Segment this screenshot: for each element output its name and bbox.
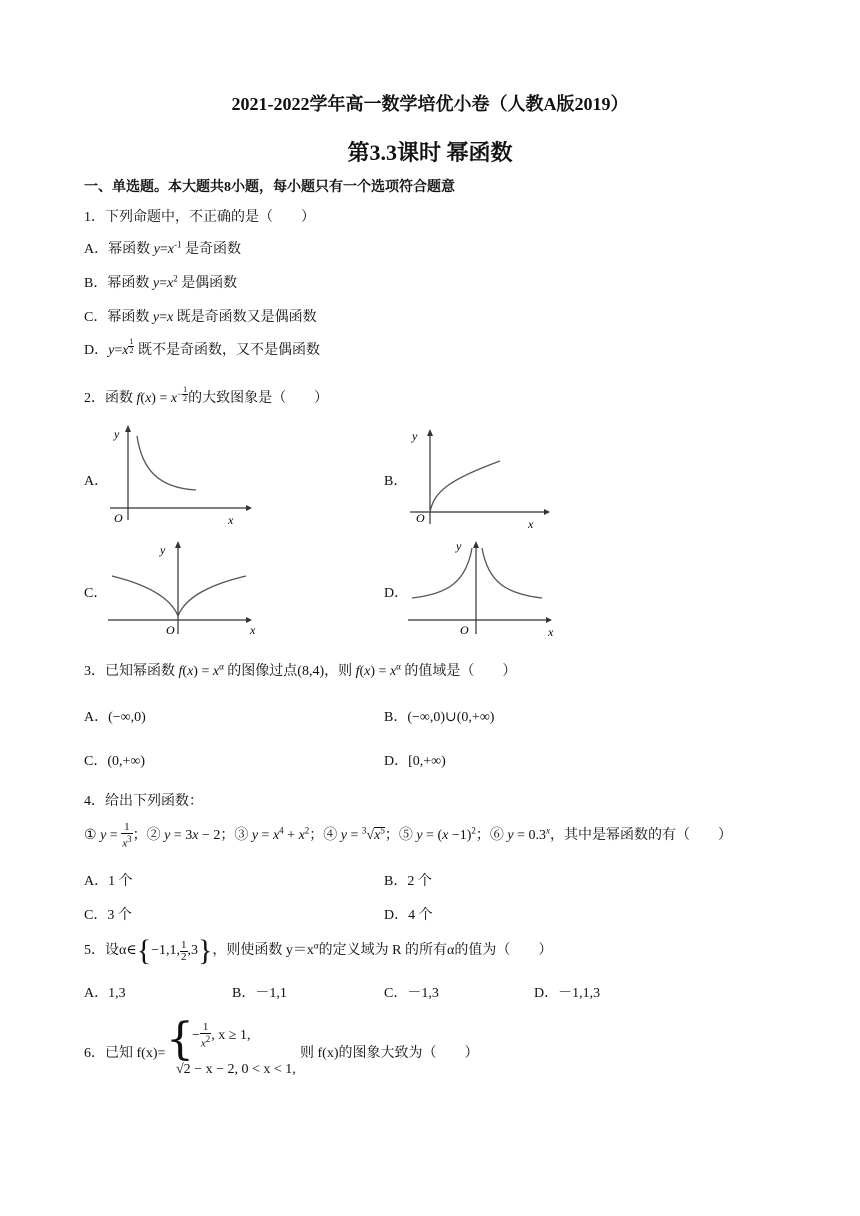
q4-functions: ① y = $\frac{1}{x^3}$ ；② y = 3x − 2；③ $y = x^4 + x^2$；④ $y = ^3√x^5$；⑤ $y = (x -1)^2$；⑥ $y = 0.3^x$，其中是幂函数的有（ ） (84, 821, 733, 850)
q1-option-b: B．幂函数 $y=x^2$ 是偶函数 (84, 273, 238, 291)
q2-graph-d (404, 536, 564, 646)
q4-tail: ，其中是幂函数的有（ ） (550, 828, 733, 844)
q2-option-a-label: A． (84, 474, 109, 489)
q2-c-y-label: y (160, 543, 166, 557)
q2-graph-b (404, 424, 554, 534)
q4-option-d: D．4 个 (384, 908, 433, 923)
q6-case1-cond: , x ≥ 1, (211, 1028, 251, 1044)
q2-option-c-label: C． (84, 586, 108, 601)
q1-stem: 1．下列命题中，不正确的是（ ） (84, 210, 315, 225)
q5-option-a: A．1,3 (84, 986, 126, 1001)
q2-b-origin: O (416, 511, 425, 525)
paper-title: 2021-2022学年高一数学培优小卷（人教A版2019） (231, 94, 629, 114)
q2-stem: 2．函数 $f(x) = x^{- \frac{1}{2}}$ 的大致图象是（ ） (84, 385, 329, 407)
q3-option-d: D．[0,+∞) (384, 754, 446, 769)
q1-b-tail: 是偶函数 (177, 276, 238, 291)
q1-option-d: D．y=x $^{\frac{1}{2}}$ 既不是奇函数，又不是偶函数 (84, 337, 320, 359)
q5-option-c: C．－1,3 (384, 986, 439, 1001)
section-heading: 一、单选题。本大题共8小题，每小题只有一个选项符合题意 (84, 180, 455, 195)
q3-stem: 3．已知幂函数 $f(x) = x^\alpha$ 的图像过点(8,4)，则 $f(x) = x^\alpha$ 的值域是（ ） (84, 661, 517, 679)
q1-a-label: A．幂函数 (84, 242, 154, 257)
q4-option-a: A．1 个 (84, 874, 133, 889)
q2-tail: 的大致图象是（ ） (188, 391, 329, 407)
q6-case-2: √2 − x − 2, 0 < x < 1, (176, 1062, 296, 1077)
q2-graph-c (104, 536, 264, 646)
q3-option-a: A．(−∞,0) (84, 710, 146, 725)
q2-option-b-label: B． (384, 474, 408, 489)
q2-d-origin: O (460, 623, 469, 637)
q1-a-tail: 是奇函数 (181, 242, 241, 257)
q4-option-c: C．3 个 (84, 908, 132, 923)
q1-c-label: C．幂函数 (84, 310, 153, 325)
q6-num: 6．已知 f(x)= (84, 1046, 166, 1061)
q2-b-x-label: x (528, 517, 534, 531)
q2-graph-a (104, 420, 254, 530)
q5-set: −1,1, (151, 943, 181, 959)
q2-a-origin: O (114, 511, 123, 525)
q5-tail: ，则使函数 y＝x (212, 943, 314, 959)
q2-num: 2．函数 (84, 391, 133, 407)
q2-b-y-label: y (412, 429, 418, 443)
q1-c-tail: 既是奇函数又是偶函数 (173, 310, 317, 325)
q3-point: (8,4) (297, 664, 325, 679)
q5-stem: 5．设α∈{−1,1, $\frac{1}{2}$ ,3}，则使函数 $y=x^\alpha$的定义域为 R 的所有α的值为（ ） (84, 934, 553, 967)
q1-option-a: A．幂函数 $y=x^{-1}$ 是奇函数 (84, 239, 241, 257)
q1-b-label: B．幂函数 (84, 276, 153, 291)
q1-d-label: D． (84, 343, 109, 359)
q2-c-x-label: x (250, 623, 256, 637)
q5-set2: ,3 (187, 943, 199, 959)
q2-d-y-label: y (456, 539, 462, 553)
q5-tail2: 的定义域为 R 的所有α的值为（ ） (318, 943, 553, 959)
q2-c-origin: O (166, 623, 175, 637)
q4-stem: 4．给出下列函数： (84, 794, 203, 809)
q1-option-c: C．幂函数 y=x 既是奇函数又是偶函数 (84, 310, 317, 325)
q6-brace: { (166, 1014, 194, 1065)
q2-option-d-label: D． (384, 586, 409, 601)
q6-case-1: − $\frac{1}{x^2}$ , x ≥ 1, (192, 1021, 251, 1050)
q1-d-tail: 既不是奇函数，又不是偶函数 (134, 343, 320, 359)
q3-option-b: B．(−∞,0)∪(0,+∞) (384, 710, 495, 725)
q3-tail: 的值域是（ ） (400, 664, 517, 679)
q2-a-x-label: x (228, 513, 234, 527)
q5-option-b: B．－1,1 (232, 986, 287, 1001)
q6-tail: 则 f(x)的图象大致为（ ） (300, 1046, 479, 1061)
q3-num: 3．已知幂函数 (84, 664, 179, 679)
q5-num: 5．设α∈ (84, 943, 137, 959)
q3-option-c: C．(0,+∞) (84, 754, 146, 769)
q2-d-x-label: x (548, 625, 554, 639)
q3-mid: 的图像过点 (223, 664, 298, 679)
q2-a-y-label: y (114, 427, 120, 441)
q3-comma: ，则 (324, 664, 356, 679)
lesson-title: 第3.3课时 幂函数 (347, 140, 513, 165)
q5-option-d: D．－1,1,3 (534, 986, 601, 1001)
q4-option-b: B．2 个 (384, 874, 432, 889)
